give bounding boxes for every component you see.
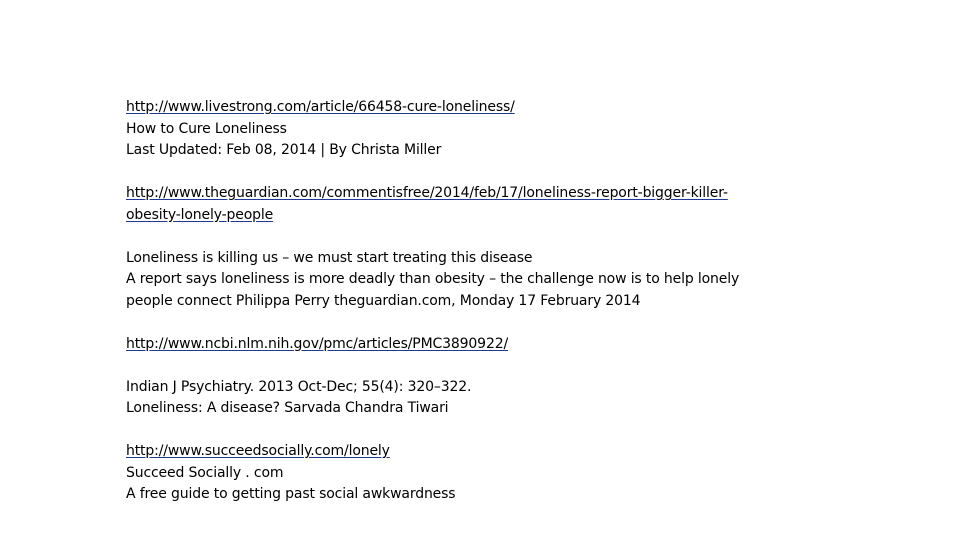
- reference-ncbi: [126, 334, 826, 420]
- livestrong-byline: Last Updated: Feb 08, 2014 | By Christa Miller: [126, 142, 442, 158]
- ncbi-title-author: Loneliness: A disease? Sarvada Chandra Tiwari: [126, 400, 449, 416]
- succeedsocially-site-name: Succeed Socially . com: [126, 464, 284, 481]
- guardian-url-link-line-1[interactable]: http://www.theguardian.com/commentisfree/2014/feb/17/loneliness-report-bigger-killer-: [126, 185, 728, 201]
- spacer: [126, 355, 826, 377]
- reference-succeedsocially: [126, 441, 826, 506]
- livestrong-url-link[interactable]: http://www.livestrong.com/article/66458-cure-loneliness/: [126, 99, 515, 115]
- succeedsocially-tagline: A free guide to getting past social awkwardness: [126, 486, 456, 502]
- guardian-headline: Loneliness is killing us – we must start treating this disease: [126, 249, 533, 266]
- reference-guardian: [126, 183, 826, 312]
- spacer: [126, 226, 826, 248]
- spacer: [126, 312, 826, 334]
- references-list: [126, 97, 826, 506]
- spacer: [126, 162, 826, 184]
- spacer: [126, 420, 826, 442]
- ncbi-citation: Indian J Psychiatry. 2013 Oct-Dec; 55(4): 320–322.: [126, 378, 472, 395]
- guardian-url-link-line-2[interactable]: obesity-lonely-people: [126, 206, 274, 223]
- reference-livestrong: [126, 97, 826, 162]
- succeedsocially-url-link[interactable]: http://www.succeedsocially.com/lonely: [126, 443, 390, 459]
- livestrong-title: How to Cure Loneliness: [126, 120, 287, 137]
- guardian-summary-line-1: A report says loneliness is more deadly than obesity – the challenge now is to help lonely: [126, 271, 740, 287]
- guardian-summary-line-2: people connect Philippa Perry theguardian.com, Monday 17 February 2014: [126, 292, 641, 309]
- ncbi-url-link[interactable]: http://www.ncbi.nlm.nih.gov/pmc/articles/PMC3890922/: [126, 335, 509, 352]
